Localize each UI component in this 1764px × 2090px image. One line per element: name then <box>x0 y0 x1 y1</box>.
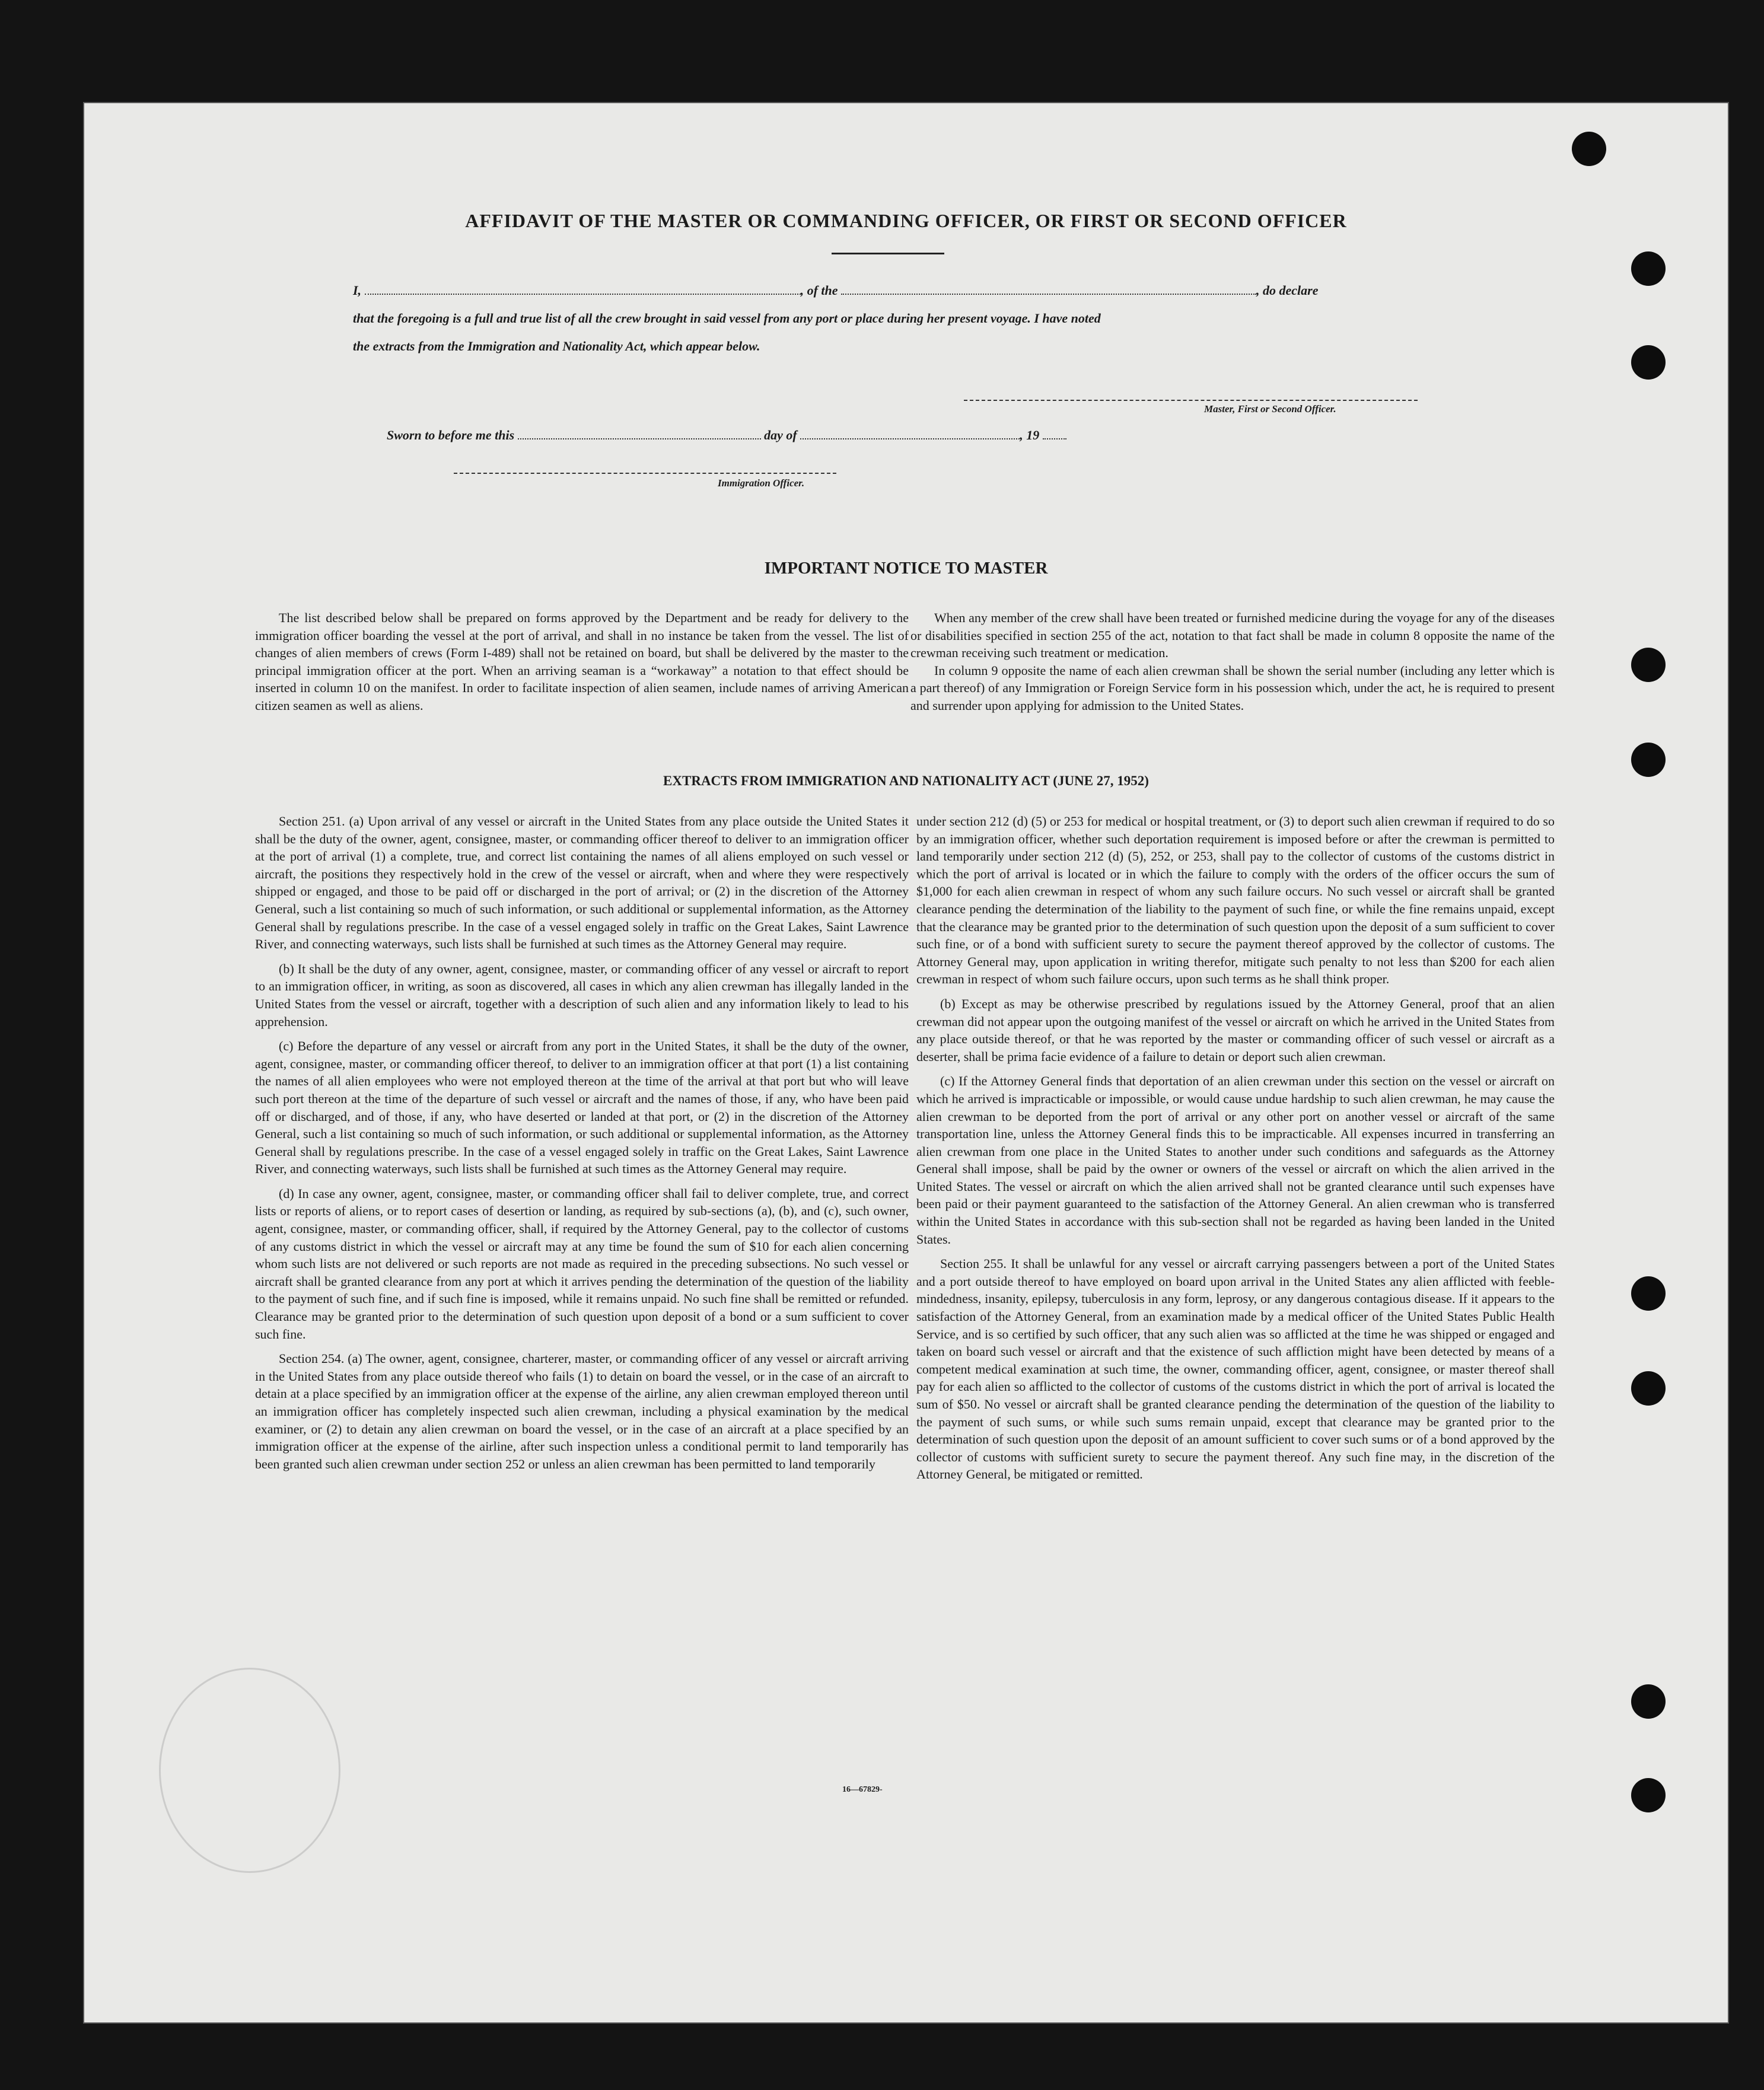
extracts-title: EXTRACTS FROM IMMIGRATION AND NATIONALITY ACT (JUNE 27, 1952) <box>663 773 1149 788</box>
month-field[interactable] <box>800 426 1020 439</box>
extract-paragraph: Section 255. It shall be unlawful for any vessel or aircraft carrying passengers between a port of the United States and a port outside thereof to have employed on board upon arrival in the United States any alien afflicted with feeble-mindedness, insanity, epilepsy, tuberculosis in any form, leprosy, or any dangerous contagious disease. If it appears to the satisfaction of the Attorney General, from an examination made by a medical officer of the United States Public Health Service, and is so certified by such officer, that any such alien was so afflicted at the time he was shipped or engaged and taken on board such vessel or aircraft and that the existence of such affliction might have been detected by means of a competent medical examination at such time, the owner, commanding officer, agent, consignee, or master thereof shall pay for each alien so afflicted to the collector of customs of the customs district in which the port of arrival is located the sum of $50. No vessel or aircraft shall be granted clearance pending the determination of the question of the liability to the payment of such sums, or while such sums remain unpaid, except that clearance may be granted prior to the determination of such question upon the deposit of an amount sufficient to cover such sums or of a bond approved by the collector of customs with sufficient surety to secure the payment thereof. Any such fine may, in the discretion of the Attorney General, be mitigated or remitted. <box>916 1256 1555 1482</box>
extracts-left-column <box>255 813 909 1480</box>
punch-hole <box>1631 251 1666 286</box>
extract-paragraph: Section 254. (a) The owner, agent, consignee, charterer, master, or commanding officer of any vessel or aircraft arriving in the United States from any place outside thereof who fails (1) to detain on board the vessel, or in the case of an aircraft to detain at a place specified by an immigration officer at the expense of the airline, any alien crewman employed thereon until an immigration officer has completely inspected such alien crewman, including a physical examination by the medical examiner, or (2) to detain any alien crewman on board the vessel, or in the case of an aircraft at a place specified by an immigration officer at the expense of the airline, after such inspection unless a conditional permit to land temporarily has been granted such alien crewman under section 252 or unless an alien crewman has been permitted to land temporarily <box>255 1351 909 1471</box>
do-declare-label: , do declare <box>1256 283 1319 298</box>
immigration-officer-label: Immigration Officer. <box>718 477 805 489</box>
sworn-date-field[interactable] <box>518 426 761 439</box>
extract-paragraph: (c) Before the departure of any vessel or aircraft from any port in the United States, it shall be the duty of the owner, agent, consignee, master, or commanding officer thereof, to deliver to an immigration officer at that port (1) a list containing the names of all alien employees who were not employed thereon at the time of the arrival at that port but who will leave such port thereon at the time of the departure of such vessel or aircraft and the names of those, if any, who have been paid off or discharged, and of those, if any, who have deserted or landed at that port, or (2) in the discretion of the Attorney General, such a list containing so much of such information, or such additional or supplemental information, as the Attorney General shall by regulations prescribe. In the case of a vessel engaged solely in traffic on the Great Lakes, Saint Lawrence River, and connecting waterways, such lists shall be furnished at such times as the Attorney General may require. <box>255 1038 909 1177</box>
notice-paragraph: In column 9 opposite the name of each alien crewman shall be shown the serial number (including any letter which is a part thereof) of any Immigration or Foreign Service form in his possession which, under the act, he is required to present and surrender upon applying for admission to the United States. <box>910 662 1555 713</box>
form-code: 16—67829- <box>842 1785 883 1794</box>
punch-hole <box>1631 1684 1666 1719</box>
punch-hole <box>1631 743 1666 777</box>
year-field[interactable] <box>1043 426 1066 439</box>
extract-paragraph: (b) It shall be the duty of any owner, agent, consignee, master, or commanding officer of any vessel or aircraft to report to an immigration officer, in writing, as soon as discovered, all cases in which any alien crewman has illegally landed in the United States from the vessel or aircraft, together with a description of such alien and any information likely to lead to his apprehension. <box>255 961 909 1029</box>
notice-right-column <box>910 609 1555 714</box>
notice-title: IMPORTANT NOTICE TO MASTER <box>764 559 1048 578</box>
extracts-right-column <box>916 813 1555 1490</box>
punch-hole <box>1631 1276 1666 1311</box>
declaration-line-3: the extracts from the Immigration and Nationality Act, which appear below. <box>353 339 760 353</box>
title-divider <box>832 253 944 254</box>
of-the-label: , of the <box>800 283 838 298</box>
punch-hole <box>1631 1371 1666 1406</box>
extract-paragraph: under section 212 (d) (5) or 253 for medical or hospital treatment, or (3) to deport such alien crewman if required to do so by an immigration officer, whether such deportation requirement is imposed before or after the crewman is permitted to land temporarily under section 212 (d) (5), 252, or 253, shall pay to the collector of customs of the customs district in which the port of arrival is located or in which the failure to comply with the orders of the officer occurs the sum of $1,000 for each alien crewman in respect of whom any such failure occurs. No such vessel or aircraft shall be granted clearance pending the determination of the liability to the payment of such fine, or while the fine remains unpaid, except that the clearance may be granted prior to the determination of such question upon the deposit of a sum sufficient to cover such fine, or of a bond with sufficient surety to secure the payment thereof approved by the collector of customs. The Attorney General may, upon application in writing therefor, mitigate such penalty to not less than $200 for each alien crewman in respect of whom such failure occurs, upon such terms as he shall think proper. <box>916 814 1555 987</box>
declaration-line-1 <box>353 276 1421 304</box>
declaration-line-2: that the foregoing is a full and true list of all the crew brought in said vessel from any port or place during her present voyage. I have noted <box>353 311 1101 326</box>
extract-paragraph: (d) In case any owner, agent, consignee, master, or commanding officer shall fail to deliver complete, true, and correct lists or reports of aliens, or to report cases of desertion or landing, as required by sub-sections (a), (b), and (c), such owner, agent, consignee, master, or commanding officer, shall, if required by the Attorney General, pay to the collector of customs of any customs district in which the vessel or aircraft may at any time be found the sum of $10 for each alien concerning whom such lists are not delivered or such reports are not made as required in the preceding subsections. No such vessel or aircraft shall be granted clearance from any port at which it arrives pending the determination of the question of the liability to the payment of such fine, and if such fine is imposed, while it remains unpaid. No such fine shall be remitted or refunded. Clearance may be granted prior to the determination of such question upon deposit of a bond or a sum sufficient to cover such fine. <box>255 1186 909 1342</box>
extract-paragraph: (c) If the Attorney General finds that deportation of an alien crewman under this section on the vessel or aircraft on which he arrived is impracticable or impossible, or would cause undue hardship to such alien crewman, he may cause the alien crewman to be deported from the port of arrival or any other port on another vessel or aircraft of the same transportation line, unless the Attorney General finds this to be impracticable. All expenses incurred in transferring an alien crewman from one place in the United States to another under such conditions and safeguards as the Attorney General shall impose, shall be paid by the owner or owners of the vessel or aircraft on which the alien arrived in the United States. The vessel or aircraft on which the alien arrived shall not be granted clearance until such expenses have been paid or their payment guaranteed to the satisfaction of the Attorney General. An alien crewman who is transferred within the United States in accordance with this sub-section shall not be regarded as having been landed in the United States. <box>916 1073 1555 1247</box>
punch-hole <box>1631 345 1666 380</box>
sworn-label: Sworn to before me this <box>387 428 515 442</box>
sworn-line <box>387 421 1454 449</box>
master-signature-label: Master, First or Second Officer. <box>1204 403 1336 415</box>
document-page <box>83 102 1729 2024</box>
notice-paragraph: The list described below shall be prepared on forms approved by the Department and be ready for delivery to the immigration officer boarding the vessel at the port of arrival, and shall in no instance be taken from the vessel. The list of changes of alien members of crews (Form I-489) shall not be retained on board, but shall be delivered by the master to the principal immigration officer at the port. When an arriving seaman is a “workaway” a notation to that effect should be inserted in column 10 on the manifest. In order to facilitate inspection of alien seamen, include names of arriving American citizen seamen as well as aliens. <box>255 610 909 713</box>
vessel-field[interactable] <box>841 282 1256 295</box>
notice-left-column <box>255 609 909 714</box>
immigration-officer-signature-line[interactable] <box>454 473 836 474</box>
master-signature-line[interactable] <box>964 400 1418 401</box>
extract-paragraph: Section 251. (a) Upon arrival of any vessel or aircraft in the United States from any place outside the United States it shall be the duty of the owner, agent, consignee, master, or commanding officer thereof to deliver to an immigration officer at the port of arrival (1) a complete, true, and correct list containing the names of all aliens employed on such vessel or aircraft, the positions they respectively hold in the crew of the vessel or aircraft, when and where they were respectively shipped or engaged, and those to be paid off or discharged in the port of arrival; or (2) in the discretion of the Attorney General, such a list containing so much of such information, or such additional or supplemental information, as the Attorney General shall by regulations prescribe. In the case of a vessel engaged solely in traffic on the Great Lakes, Saint Lawrence River, and connecting waterways, such lists shall be furnished at such times as the Attorney General may require. <box>255 814 909 952</box>
punch-hole <box>1631 1778 1666 1812</box>
affidavit-title: AFFIDAVIT OF THE MASTER OR COMMANDING OFFICER, OR FIRST OR SECOND OFFICER <box>465 210 1347 231</box>
punch-hole <box>1631 648 1666 682</box>
day-of-label: day of <box>764 428 797 442</box>
i-label: I, <box>353 283 362 298</box>
faded-seal-stamp <box>159 1668 340 1873</box>
punch-hole <box>1572 132 1606 166</box>
name-field[interactable] <box>365 282 801 295</box>
extract-paragraph: (b) Except as may be otherwise prescribed by regulations issued by the Attorney General, proof that an alien crewman did not appear upon the outgoing manifest of the vessel or aircraft on which he arrived in the United States from any place outside thereof, or that he was reported by the master or commanding officer of such vessel or aircraft as a deserter, shall be prima facie evidence of a failure to detain or deport such alien crewman. <box>916 996 1555 1064</box>
year-label: , 19 <box>1020 428 1040 442</box>
notice-paragraph: When any member of the crew shall have been treated or furnished medicine during the voyage for any of the diseases or disabilities specified in section 255 of the act, notation to that fact shall be made in column 8 opposite the name of the crewman receiving such treatment or medication. <box>910 610 1555 660</box>
